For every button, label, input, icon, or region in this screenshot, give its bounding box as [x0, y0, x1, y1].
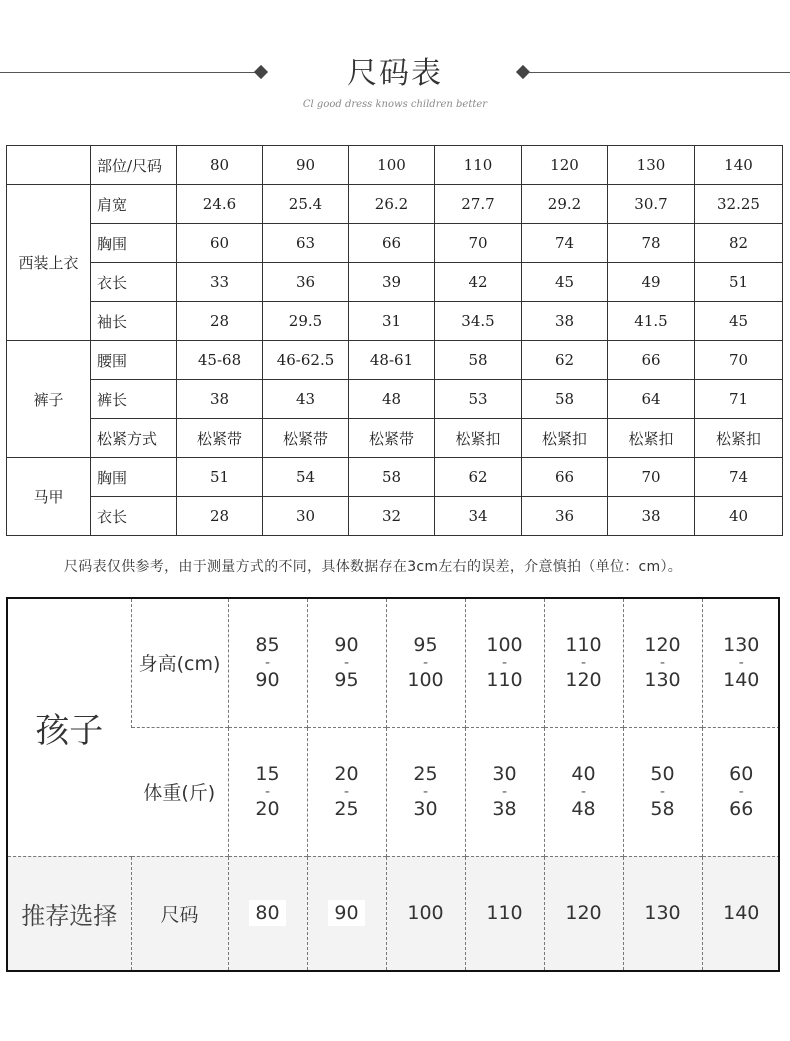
measure-value: 松紧带 [177, 419, 263, 458]
category-label: 裤子 [7, 341, 91, 458]
recommended-size [702, 856, 780, 970]
table-row [7, 419, 783, 458]
measure-value: 33 [177, 263, 263, 302]
range-low: 50 [650, 762, 675, 785]
range-dash: - [580, 783, 587, 800]
range [229, 635, 307, 691]
measure-value: 29.2 [522, 185, 608, 224]
range [624, 635, 702, 691]
table-row [7, 497, 783, 536]
page-subtitle: Cl good dress knows children better [302, 99, 488, 110]
measure-label: 松紧方式 [91, 419, 177, 458]
range-cell [228, 599, 307, 727]
range-high: 120 [565, 668, 602, 691]
range-dash: - [264, 654, 271, 671]
table-row [7, 302, 783, 341]
measure-label: 胸围 [91, 224, 177, 263]
range-cell [386, 727, 465, 856]
measure-value: 34.5 [435, 302, 522, 341]
recommended-size [228, 856, 307, 970]
range [387, 764, 465, 820]
range-low: 25 [413, 762, 438, 785]
kids-size-guide [6, 597, 780, 972]
measure-value: 25.4 [263, 185, 349, 224]
table-row [7, 458, 783, 497]
measure-value: 41.5 [608, 302, 695, 341]
range-dash: - [343, 783, 350, 800]
measure-value: 36 [522, 497, 608, 536]
range-low: 15 [255, 762, 280, 785]
measure-value: 38 [608, 497, 695, 536]
size-header-row [7, 146, 783, 185]
range [703, 635, 781, 691]
range [308, 764, 386, 820]
measure-value: 42 [435, 263, 522, 302]
range-cell [623, 727, 702, 856]
measure-value: 58 [349, 458, 435, 497]
measure-value: 64 [608, 380, 695, 419]
measure-value: 78 [608, 224, 695, 263]
range-low: 30 [492, 762, 517, 785]
range-cell [307, 727, 386, 856]
measure-value: 28 [177, 497, 263, 536]
size-header: 100 [349, 146, 435, 185]
measure-value: 松紧扣 [435, 419, 522, 458]
range-high: 66 [729, 797, 754, 820]
table-row [7, 341, 783, 380]
size-header: 110 [435, 146, 522, 185]
size-header: 120 [522, 146, 608, 185]
range-high: 58 [650, 797, 675, 820]
range-cell [386, 599, 465, 727]
measure-value: 松紧带 [349, 419, 435, 458]
measure-value: 36 [263, 263, 349, 302]
measure-value: 51 [695, 263, 783, 302]
range-low: 20 [334, 762, 359, 785]
measure-value: 38 [522, 302, 608, 341]
recommended-size-value: 80 [249, 900, 285, 926]
range-cell [702, 727, 780, 856]
measure-label: 腰围 [91, 341, 177, 380]
kids-table [8, 599, 780, 970]
category-label: 马甲 [7, 458, 91, 536]
range-dash: - [659, 654, 666, 671]
measure-value: 49 [608, 263, 695, 302]
measure-value: 70 [608, 458, 695, 497]
range-low: 100 [486, 633, 523, 656]
measure-value: 74 [695, 458, 783, 497]
size-note: 尺码表仅供参考，由于测量方式的不同，具体数据存在3cm左右的误差，介意慎拍（单位：cm）。 [64, 559, 683, 575]
range-low: 95 [413, 633, 438, 656]
range-cell [623, 599, 702, 727]
measure-label: 肩宽 [91, 185, 177, 224]
measure-value: 48 [349, 380, 435, 419]
range-cell [544, 599, 623, 727]
measure-value: 32.25 [695, 185, 783, 224]
range-dash: - [501, 783, 508, 800]
recommended-size-value: 130 [644, 902, 681, 925]
measure-value: 27.7 [435, 185, 522, 224]
size-header: 80 [177, 146, 263, 185]
size-label: 尺码 [131, 856, 228, 970]
measure-label: 衣长 [91, 497, 177, 536]
size-header: 90 [263, 146, 349, 185]
measure-value: 70 [695, 341, 783, 380]
recommended-size [465, 856, 544, 970]
page-header [0, 0, 790, 130]
measure-value: 66 [349, 224, 435, 263]
measure-value: 58 [522, 380, 608, 419]
recommended-size-value: 100 [407, 902, 444, 925]
measure-value: 45-68 [177, 341, 263, 380]
range-cell [702, 599, 780, 727]
range-dash: - [422, 654, 429, 671]
measure-value: 26.2 [349, 185, 435, 224]
measure-value: 58 [435, 341, 522, 380]
range-dash: - [580, 654, 587, 671]
measure-value: 31 [349, 302, 435, 341]
measure-value: 30.7 [608, 185, 695, 224]
range [308, 635, 386, 691]
range-high: 140 [723, 668, 760, 691]
measure-value: 34 [435, 497, 522, 536]
measure-value: 松紧扣 [695, 419, 783, 458]
range [703, 764, 781, 820]
range-dash: - [264, 783, 271, 800]
range-high: 30 [413, 797, 438, 820]
size-header: 130 [608, 146, 695, 185]
size-header: 140 [695, 146, 783, 185]
range-high: 100 [407, 668, 444, 691]
measure-value: 82 [695, 224, 783, 263]
measure-label: 裤长 [91, 380, 177, 419]
range [387, 635, 465, 691]
page-title: 尺码表 [347, 56, 443, 91]
recommended-size-value: 140 [723, 902, 760, 925]
measure-value: 54 [263, 458, 349, 497]
table-row [7, 263, 783, 302]
measure-value: 46-62.5 [263, 341, 349, 380]
measure-value: 松紧扣 [522, 419, 608, 458]
height-label: 身高(cm) [131, 599, 228, 727]
measure-value: 45 [695, 302, 783, 341]
range [545, 764, 623, 820]
recommended-size-value: 110 [486, 902, 523, 925]
range-cell [465, 599, 544, 727]
weight-label: 体重(斤) [131, 727, 228, 856]
range-high: 95 [334, 668, 359, 691]
recommended-size [307, 856, 386, 970]
table-row [7, 380, 783, 419]
range-dash: - [501, 654, 508, 671]
measure-value: 60 [177, 224, 263, 263]
corner-cell [7, 146, 91, 185]
measure-value: 39 [349, 263, 435, 302]
measure-value: 24.6 [177, 185, 263, 224]
measure-value: 62 [522, 341, 608, 380]
measure-value: 63 [263, 224, 349, 263]
measure-value: 38 [177, 380, 263, 419]
range-high: 110 [486, 668, 523, 691]
measure-value: 51 [177, 458, 263, 497]
measure-value: 30 [263, 497, 349, 536]
recommended-size [544, 856, 623, 970]
measure-value: 松紧扣 [608, 419, 695, 458]
range-low: 85 [255, 633, 280, 656]
category-label: 西装上衣 [7, 185, 91, 341]
range-low: 90 [334, 633, 359, 656]
table-row [7, 185, 783, 224]
size-table [6, 145, 783, 536]
range-high: 130 [644, 668, 681, 691]
header-label: 部位/尺码 [91, 146, 177, 185]
measure-value: 62 [435, 458, 522, 497]
range [545, 635, 623, 691]
recommended-size [623, 856, 702, 970]
range-dash: - [422, 783, 429, 800]
range-low: 130 [723, 633, 760, 656]
measure-value: 66 [608, 341, 695, 380]
measure-value: 66 [522, 458, 608, 497]
measure-value: 松紧带 [263, 419, 349, 458]
measure-value: 53 [435, 380, 522, 419]
recommended-size-value: 90 [328, 900, 364, 926]
measure-label: 衣长 [91, 263, 177, 302]
range [624, 764, 702, 820]
range [466, 635, 544, 691]
recommend-row [8, 856, 780, 970]
measure-value: 43 [263, 380, 349, 419]
range-high: 48 [571, 797, 596, 820]
range-dash: - [343, 654, 350, 671]
measure-value: 28 [177, 302, 263, 341]
measure-value: 40 [695, 497, 783, 536]
range-high: 90 [255, 668, 280, 691]
range-low: 120 [644, 633, 681, 656]
measure-value: 29.5 [263, 302, 349, 341]
recommended-size [386, 856, 465, 970]
table-row [7, 224, 783, 263]
range-high: 20 [255, 797, 280, 820]
measure-value: 71 [695, 380, 783, 419]
measure-value: 32 [349, 497, 435, 536]
range-cell [228, 727, 307, 856]
range-dash: - [738, 783, 744, 800]
range-cell [307, 599, 386, 727]
range-dash: - [659, 783, 666, 800]
recommended-size-value: 120 [565, 902, 602, 925]
range-low: 40 [571, 762, 596, 785]
range-high: 25 [334, 797, 359, 820]
measure-value: 70 [435, 224, 522, 263]
range-low: 110 [565, 633, 602, 656]
recommend-label: 推荐选择 [8, 856, 131, 970]
measure-label: 胸围 [91, 458, 177, 497]
header-rule-right [528, 72, 790, 73]
measure-label: 袖长 [91, 302, 177, 341]
kid-label: 孩子 [35, 710, 104, 751]
measure-value: 45 [522, 263, 608, 302]
measure-value: 48-61 [349, 341, 435, 380]
measure-value: 74 [522, 224, 608, 263]
range-high: 38 [492, 797, 517, 820]
range [466, 764, 544, 820]
range-cell [465, 727, 544, 856]
range-cell [544, 727, 623, 856]
range-low: 60 [729, 762, 754, 785]
height-row [8, 599, 780, 727]
range [229, 764, 307, 820]
range-dash: - [738, 654, 744, 671]
